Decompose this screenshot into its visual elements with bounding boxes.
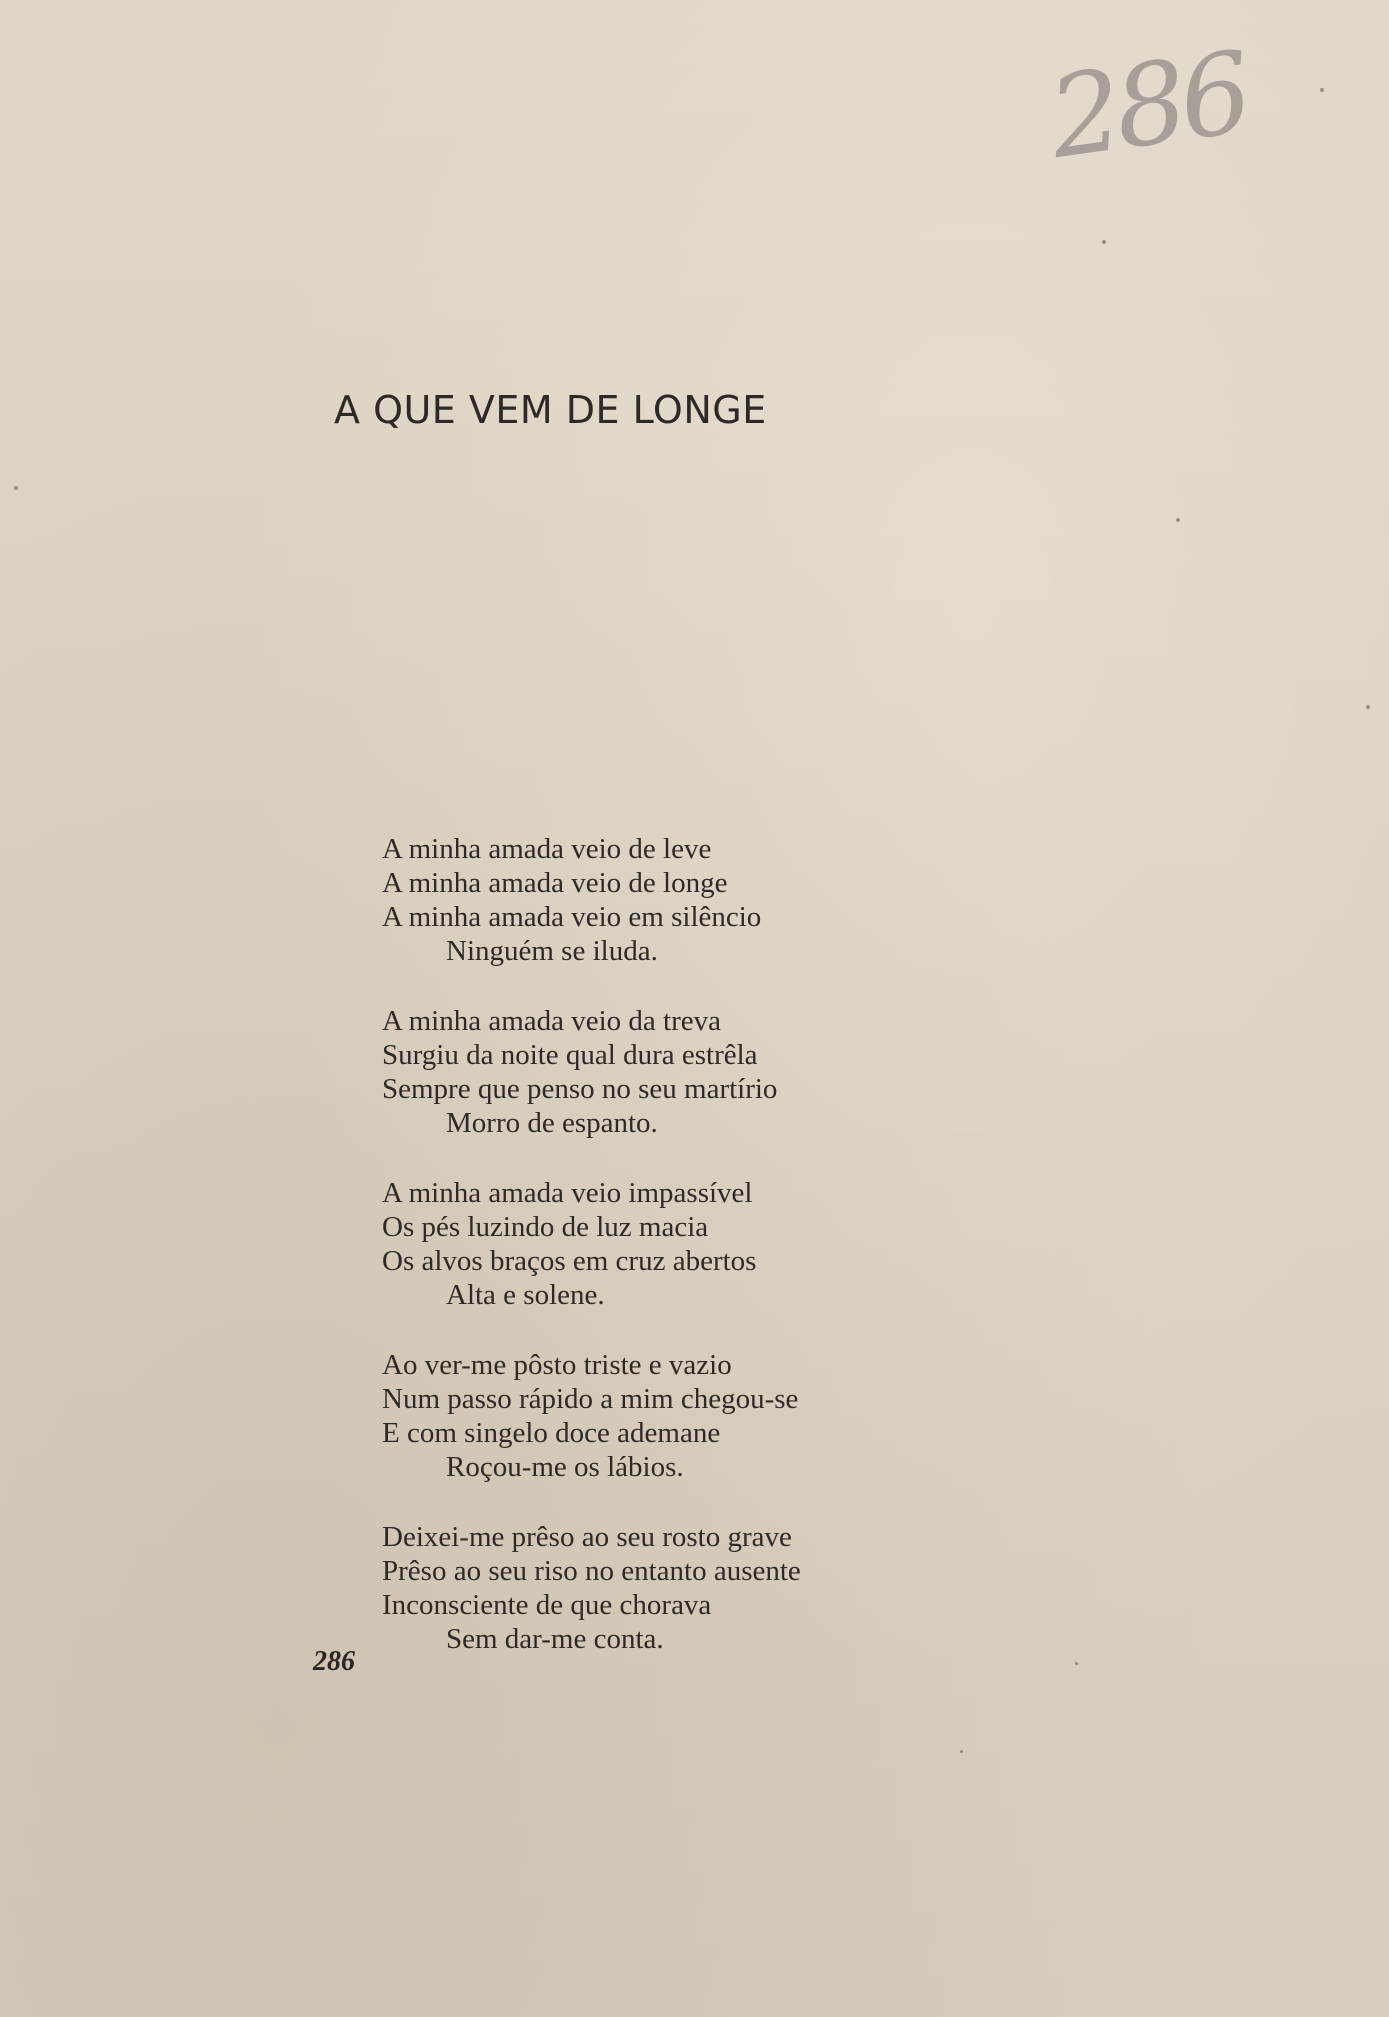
paper-speck [1176, 518, 1180, 522]
stanza-1 [382, 832, 942, 968]
poem-line: Os pés luzindo de luz macia [382, 1211, 709, 1243]
handwritten-page-number: 286 [1041, 28, 1254, 184]
stanza-3 [382, 1176, 942, 1312]
paper-speck [960, 1750, 963, 1753]
paper-speck [1366, 705, 1370, 709]
poem-line: Sempre que penso no seu martírio [382, 1073, 778, 1105]
poem-line: Num passo rápido a mim chegou-se [382, 1383, 799, 1415]
stanza-2 [382, 1004, 942, 1140]
poem-line-refrain: Alta e solene. [446, 1279, 605, 1311]
poem-line: Surgiu da noite qual dura estrêla [382, 1039, 758, 1071]
paper-speck [14, 486, 18, 490]
poem-line-refrain: Ninguém se iluda. [446, 935, 658, 967]
poem-line: Os alvos braços em cruz abertos [382, 1245, 757, 1277]
paper-speck [1102, 240, 1106, 244]
stanza-5 [382, 1520, 942, 1656]
poem-line: A minha amada veio da treva [382, 1005, 722, 1037]
poem-body [382, 832, 942, 1692]
poem-line: A minha amada veio em silêncio [382, 901, 762, 933]
poem-line: Deixei-me prêso ao seu rosto grave [382, 1521, 792, 1553]
paper-speck [1320, 88, 1324, 92]
poem-title: A QUE VEM DE LONGE [334, 388, 767, 432]
stanza-4 [382, 1348, 942, 1484]
poem-line: Inconsciente de que chorava [382, 1589, 712, 1621]
poem-line: Prêso ao seu riso no entanto ausente [382, 1555, 801, 1587]
poem-line: A minha amada veio impassível [382, 1177, 753, 1209]
poem-line-refrain: Roçou-me os lábios. [446, 1451, 684, 1483]
poem-line-refrain: Morro de espanto. [446, 1107, 658, 1139]
printed-page-number: 286 [313, 1646, 355, 1677]
poem-line-refrain: Sem dar-me conta. [446, 1623, 664, 1655]
poem-line: Ao ver-me pôsto triste e vazio [382, 1349, 732, 1381]
poem-line: E com singelo doce ademane [382, 1417, 721, 1449]
paper-speck [1075, 1662, 1078, 1665]
poem-line: A minha amada veio de longe [382, 867, 728, 899]
poem-line: A minha amada veio de leve [382, 833, 712, 865]
